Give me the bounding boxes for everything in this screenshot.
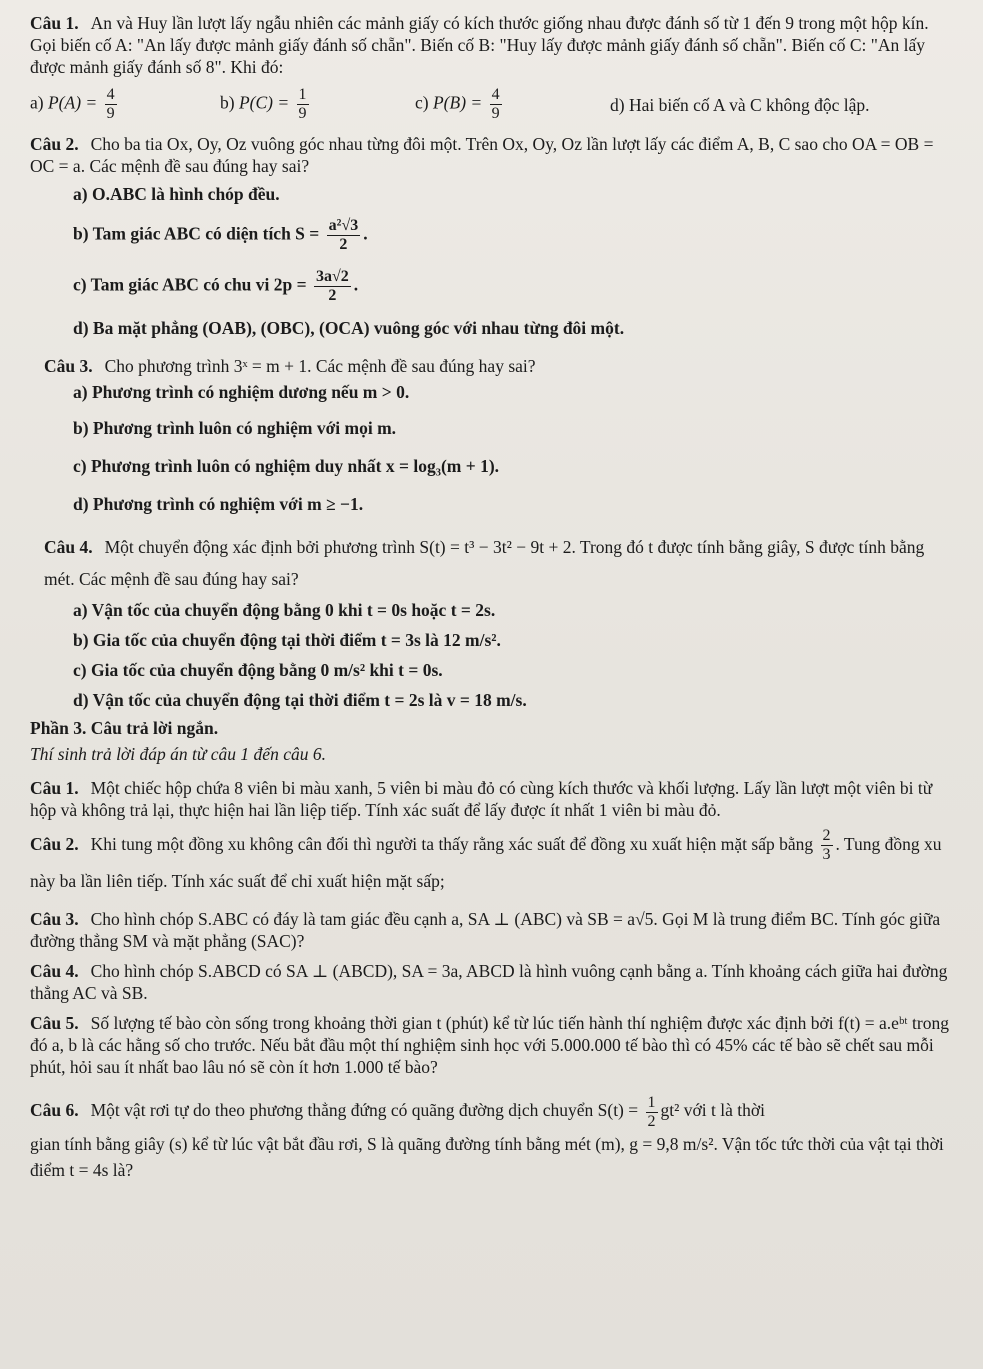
option-d: d) Ba mặt phẳng (OAB), (OBC), (OCA) vuông góc với nhau từng đôi một. xyxy=(73,318,625,338)
question-label: Câu 4. xyxy=(44,537,93,557)
question-text: Một chiếc hộp chứa 8 viên bi màu xanh, 5 viên bi màu đỏ có cùng kích thước và khối lượng. Lấy lần lượt một viên bi từ hộp và không trả lại, thực hiện hai lần liệp tiếp. Tính xác suất để lấy được ít nhất 1 viên bi màu đỏ. xyxy=(30,778,933,820)
option-a: a) P(A) = $\frac{4}{9}$ xyxy=(30,86,115,122)
section-subtitle: Thí sinh trả lời đáp án từ câu 1 đến câu 6. xyxy=(30,744,326,764)
question-1-options xyxy=(30,86,953,123)
question-text: Một vật rơi tự do theo phương thẳng đứng có quãng đường dịch chuyển S(t) = xyxy=(90,1100,639,1121)
short-question-1 xyxy=(30,777,953,821)
short-question-3 xyxy=(30,908,953,952)
fraction: $\frac{4}{9}$ xyxy=(491,86,500,122)
option-b: b) Phương trình luôn có nghiệm với mọi m. xyxy=(73,418,397,438)
question-1 xyxy=(30,12,953,78)
question-text: Số lượng tế bào còn sống trong khoảng thời gian t (phút) kể từ lúc tiến hành thí nghiệm được xác định bởi f(t) = a.eᵇᵗ trong đó a, b là các hằng số cho trước. Nếu bắt đầu một thí nghiệm sinh học với 5.000.000 tế bào thì có 45% các tế bào sẽ chết sau mỗi phút, hỏi sau ít nhất bao lâu nó sẽ còn ít hơn 1.000 tế bào? xyxy=(30,1013,949,1078)
short-question-4 xyxy=(30,960,953,1004)
question-label: Câu 1. xyxy=(30,13,79,33)
section-title: Phần 3. Câu trả lời ngắn. xyxy=(30,718,219,738)
option-c: c) Phương trình luôn có nghiệm duy nhất x = log₃(m + 1). xyxy=(73,456,500,476)
question-text: Khi tung một đồng xu không cân đối thì người ta thấy rằng xác suất để đồng xu xuất hiện mặt sấp bằng xyxy=(90,834,814,854)
question-label: Câu 1. xyxy=(30,778,79,798)
option-a: a) Vận tốc của chuyển động bằng 0 khi t = 0s hoặc t = 2s. xyxy=(73,600,496,620)
option-c: c) Gia tốc của chuyển động bằng 0 m/s² khi t = 0s. xyxy=(73,660,443,680)
question-text: Cho ba tia Ox, Oy, Oz vuông góc nhau từng đôi một. Trên Ox, Oy, Oz lần lượt lấy các điểm A, B, C sao cho OA = OB = OC = a. Các mệnh đề sau đúng hay sai? xyxy=(30,134,934,176)
short-question-6: Câu 6. Một vật rơi tự do theo phương thẳng đứng có quãng đường dịch chuyển S(t) = $\frac{1}{2}$ gt² với t là thời xyxy=(30,1093,765,1130)
option-d: d) Phương trình có nghiệm với m ≥ −1. xyxy=(73,494,364,514)
option-b: b) Tam giác ABC có diện tích S = $\frac{\text{a²√3}}{2}$ . xyxy=(73,217,368,253)
fraction: $\frac{4}{9}$ xyxy=(106,86,115,122)
question-2 xyxy=(30,133,953,177)
question-text: Cho hình chóp S.ABCD có SA ⊥ (ABCD), SA = 3a, ABCD là hình vuông cạnh bằng a. Tính khoảng cách giữa hai đường thẳng AC và SB. xyxy=(30,961,948,1004)
question-3 xyxy=(30,355,953,377)
option-b: b) Gia tốc của chuyển động tại thời điểm t = 3s là 12 m/s². xyxy=(73,630,501,650)
fraction: $\frac{2}{3}$ xyxy=(822,827,831,864)
option-b: b) P(C) = $\frac{1}{9}$ xyxy=(220,86,307,122)
option-c: c) P(B) = $\frac{4}{9}$ xyxy=(415,86,500,122)
option-a: a) O.ABC là hình chóp đều. xyxy=(73,184,280,204)
question-label: Câu 5. xyxy=(30,1013,79,1034)
option-a: a) Phương trình có nghiệm dương nếu m > 0. xyxy=(73,382,410,402)
question-text: Cho phương trình 3ˣ = m + 1. Các mệnh đề sau đúng hay sai? xyxy=(104,356,536,376)
short-question-5 xyxy=(30,1012,953,1078)
fraction: $\frac{1}{2}$ xyxy=(647,1093,656,1130)
question-label: Câu 4. xyxy=(30,961,79,982)
fraction: $\frac{\text{a²√3}}{2}$ xyxy=(328,217,359,253)
question-label: Câu 3. xyxy=(30,909,79,930)
fraction: $\frac{3a√2}{2}$ xyxy=(315,268,349,304)
question-text: Cho hình chóp S.ABC có đáy là tam giác đều cạnh a, SA ⊥ (ABC) và SB = a√5. Gọi M là trung điểm BC. Tính góc giữa đường thẳng SM và mặt phẳng (SAC)? xyxy=(30,909,941,952)
option-c: c) Tam giác ABC có chu vi 2p = $\frac{3a√2}{2}$ . xyxy=(73,268,359,304)
question-text: An và Huy lần lượt lấy ngẫu nhiên các mảnh giấy có kích thước giống nhau được đánh số từ 1 đến 9 trong một hộp kín. Gọi biến cố A: "An lấy được mảnh giấy đánh số chẵn". Biến cố B: "Huy lấy được mảnh giấy đánh số chẵn". Biến cố C: "An lấy được mảnh giấy đánh số 8". Khi đó: xyxy=(30,13,929,77)
question-label: Câu 2. xyxy=(30,134,79,154)
question-label: Câu 2. xyxy=(30,834,79,854)
question-label: Câu 6. xyxy=(30,1100,79,1121)
short-question-2: Câu 2. Khi tung một đồng xu không cân đối thì người ta thấy rằng xác suất để đồng xu xuất hiện mặt sấp bằng $\frac{2}{3}$ . Tung đồng xu này ba lần liên tiếp. Tính xác suất để chỉ xuất hiện mặt sấp; xyxy=(30,827,942,892)
fraction: $\frac{1}{9}$ xyxy=(298,86,307,122)
short-question-6-cont: gian tính bằng giây (s) kể từ lúc vật bắt đầu rơi, S là quãng đường tính bằng mét (m), g = 9,8 m/s². Vận tốc tức thời của vật tại thời điểm t = 4s là? xyxy=(30,1133,944,1180)
option-d: d) Vận tốc của chuyển động tại thời điểm t = 2s là v = 18 m/s. xyxy=(73,690,527,710)
question-4 xyxy=(30,531,953,595)
question-text: Một chuyển động xác định bởi phương trình S(t) = t³ − 3t² − 9t + 2. Trong đó t được tính bằng giây, S được tính bằng mét. Các mệnh đề sau đúng hay sai? xyxy=(44,537,925,589)
option-d: d) Hai biến cố A và C không độc lập. xyxy=(610,94,870,115)
question-label: Câu 3. xyxy=(44,356,93,376)
